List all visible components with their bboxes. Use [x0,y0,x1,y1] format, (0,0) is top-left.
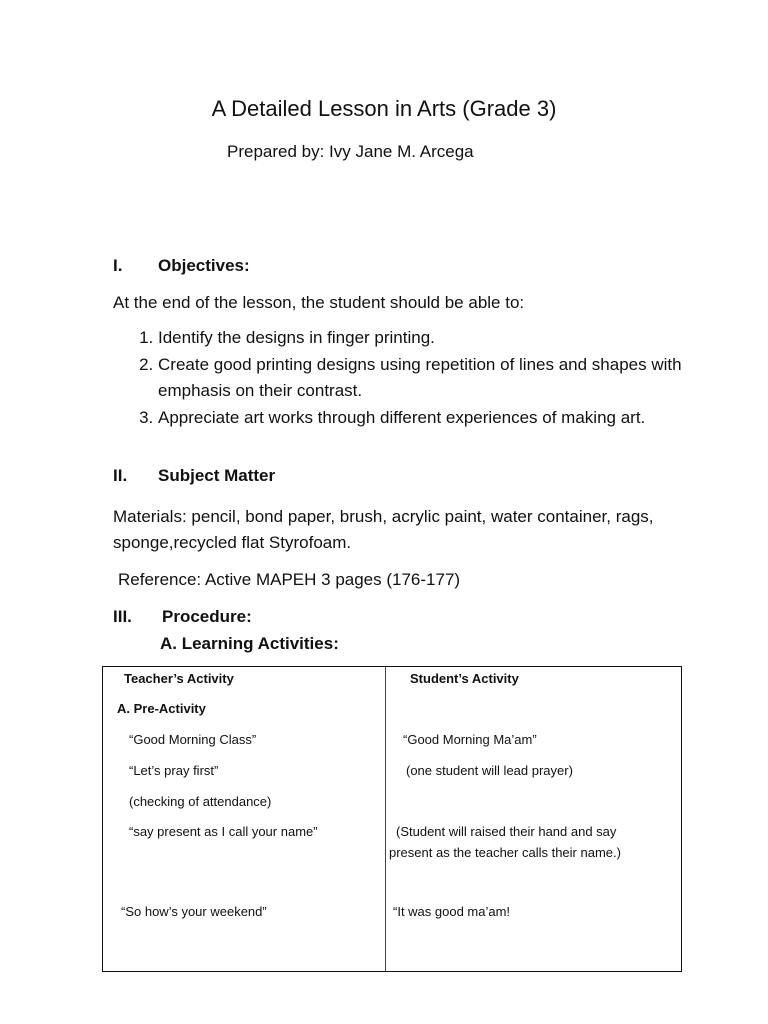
section-number-objectives: I. [113,256,123,275]
teacher-line: (checking of attendance) [129,794,272,809]
section-number-procedure: III. [113,607,132,626]
student-line: “Good Morning Ma’am” [403,732,537,747]
objectives-intro: At the end of the lesson, the student should be able to: [113,293,525,312]
teacher-line: “say present as I call your name” [129,824,318,839]
objectives-list [136,325,718,431]
section-heading-procedure: Procedure: [162,607,252,626]
teacher-line: “Good Morning Class” [129,732,257,747]
section-heading-objectives: Objectives: [158,256,250,275]
student-line: (one student will lead prayer) [406,763,573,778]
student-line: “It was good ma’am! [393,904,511,919]
column-divider [385,667,386,971]
section-heading-subject-matter: Subject Matter [158,466,276,485]
prepared-by: Prepared by: Ivy Jane M. Arcega [227,142,474,161]
materials-text: Materials: pencil, bond paper, brush, acrylic paint, water container, rags, sponge,recycled flat Styrofoam. [113,507,654,552]
document-title: A Detailed Lesson in Arts (Grade 3) [211,96,557,121]
reference-text: Reference: Active MAPEH 3 pages (176-177) [118,570,461,589]
student-line: present as the teacher calls their name.) [389,845,621,860]
pre-activity-label: A. Pre-Activity [117,701,206,716]
learning-activities-table [102,666,682,972]
objective-item: 2. Create good printing designs using repetition of lines and shapes with emphasis on their contrast. [158,352,718,405]
learning-activities-heading: A. Learning Activities: [160,634,339,653]
student-activity-header: Student’s Activity [410,671,519,686]
section-number-subject-matter: II. [113,466,128,485]
objective-item: 3. Appreciate art works through different experiences of making art. [158,405,718,432]
teacher-line: “So how’s your weekend” [121,904,267,919]
objective-item: 1. Identify the designs in finger printing. [158,325,718,352]
teacher-activity-header: Teacher’s Activity [124,671,234,686]
teacher-line: “Let’s pray first” [129,763,219,778]
student-line: (Student will raised their hand and say [396,824,617,839]
